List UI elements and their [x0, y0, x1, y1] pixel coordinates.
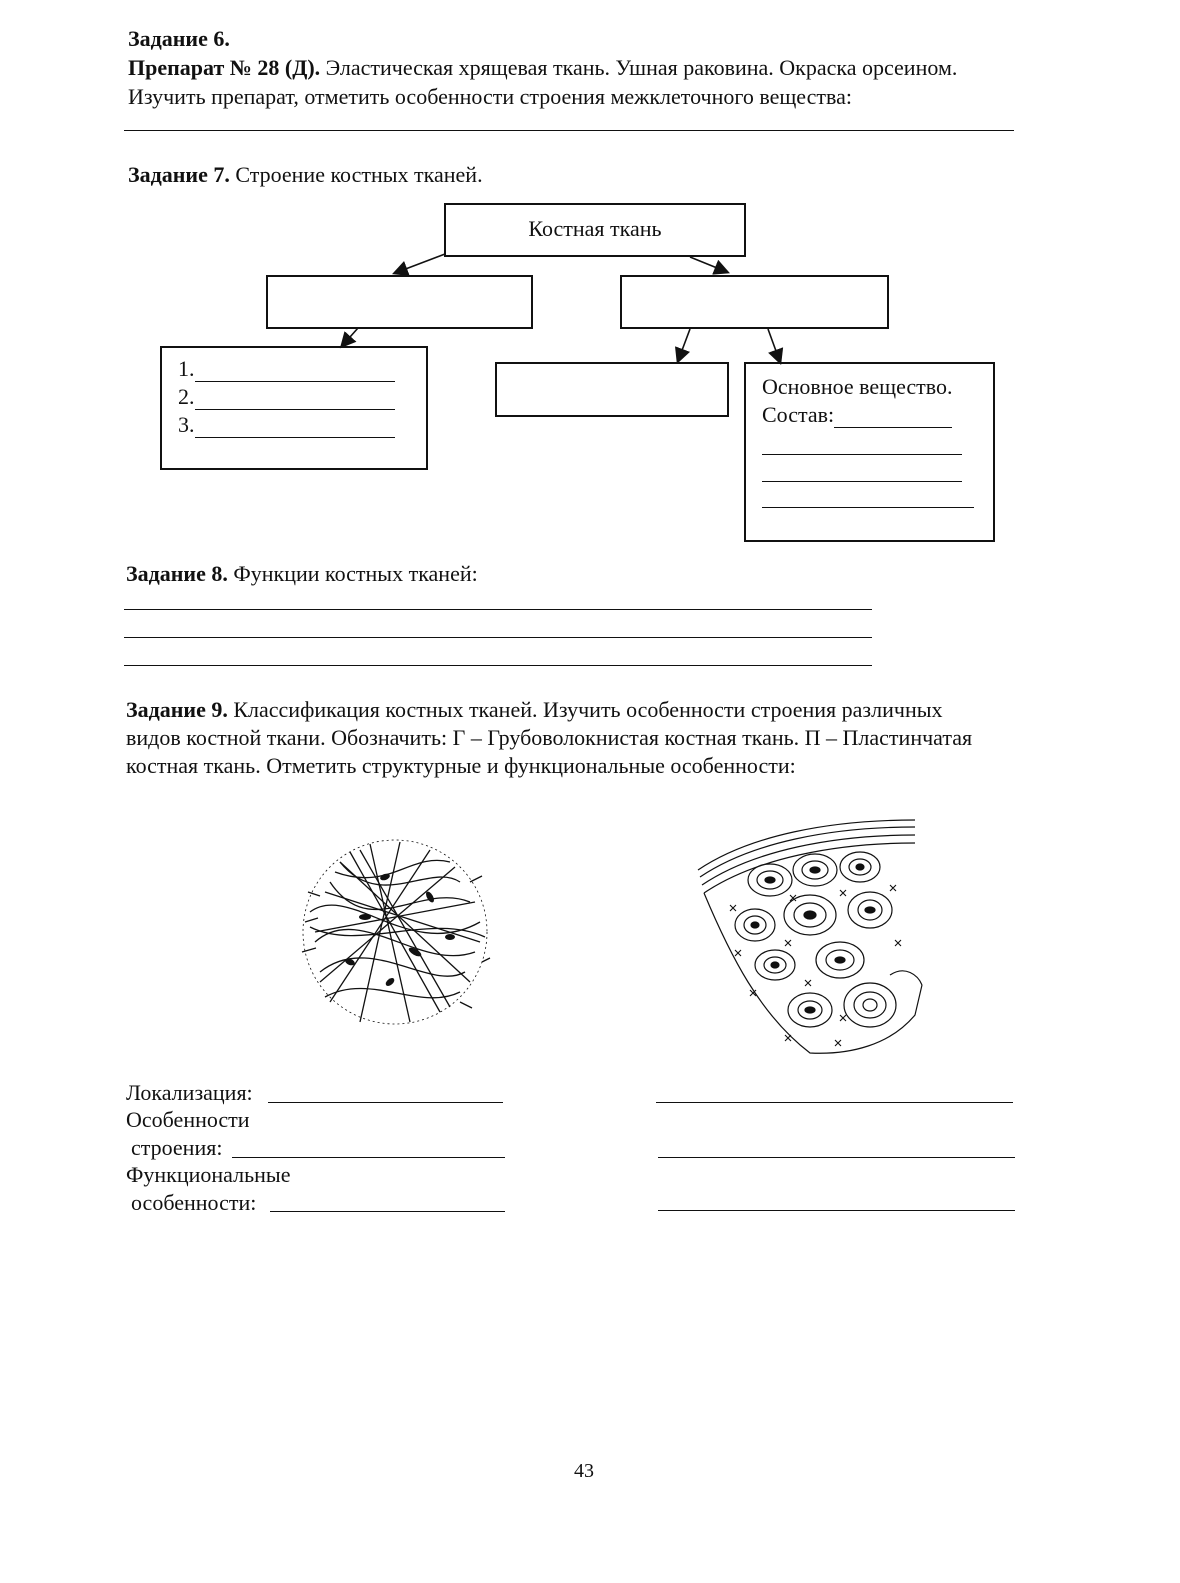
box-bone-tissue-label: Костная ткань	[528, 216, 662, 241]
box-ground-substance	[744, 362, 995, 542]
task8-answer-line-1[interactable]	[124, 609, 872, 610]
features-answer-g[interactable]	[232, 1157, 505, 1158]
composition-line-4[interactable]	[762, 507, 974, 508]
functional-label-2: особенности:	[131, 1190, 257, 1215]
task7-text: Строение костных тканей.	[235, 162, 483, 187]
functional-label-1: Функциональные	[126, 1162, 291, 1187]
task8-answer-line-3[interactable]	[124, 665, 872, 666]
task9-text-1: Классификация костных тканей. Изучить особенности строения различных	[233, 697, 943, 722]
box-left-type[interactable]	[266, 275, 533, 329]
task8-text: Функции костных тканей:	[233, 561, 478, 586]
list-item-2: 2.	[178, 384, 395, 410]
task9-label: Задание 9.	[126, 697, 228, 722]
task8-title	[126, 561, 478, 587]
list-blank-1[interactable]	[195, 361, 395, 382]
list-item-1: 1.	[178, 356, 395, 382]
task9-line2: видов костной ткани. Обозначить: Г – Грубоволокнистая костная ткань. П – Пластинчатая	[126, 725, 973, 750]
box-middle[interactable]	[495, 362, 729, 417]
arrow-root-right	[690, 257, 727, 272]
list-blank-3[interactable]	[195, 417, 395, 438]
arrow-left-list	[342, 328, 358, 346]
task7-label: Задание 7.	[128, 162, 230, 187]
composition-line	[762, 402, 952, 428]
task6-instruction: Изучить препарат, отметить особенности строения межклеточного вещества:	[128, 84, 852, 109]
ground-substance-label: Основное вещество.	[762, 374, 953, 399]
page-number: 43	[574, 1460, 594, 1482]
localization-label: Локализация:	[126, 1080, 253, 1105]
task9-line1	[126, 697, 943, 723]
lamellar-bone-illustration	[690, 815, 930, 1060]
box-right-type[interactable]	[620, 275, 889, 329]
features-label-1: Особенности	[126, 1107, 250, 1132]
box-bone-tissue	[444, 203, 746, 257]
diagram-connectors	[0, 0, 1180, 560]
task8-label: Задание 8.	[126, 561, 228, 586]
arrow-right-substance	[768, 329, 780, 362]
composition-blank[interactable]	[834, 407, 952, 428]
composition-line-2[interactable]	[762, 454, 962, 455]
task6-prep-label: Препарат № 28 (Д).	[128, 55, 321, 80]
localization-answer-p[interactable]	[656, 1102, 1013, 1103]
functional-answer-g[interactable]	[270, 1211, 505, 1212]
task6-heading: Задание 6.	[128, 26, 230, 51]
task9-line3: костная ткань. Отметить структурные и функциональные особенности:	[126, 753, 796, 778]
list-blank-2[interactable]	[195, 389, 395, 410]
list-item-3: 3.	[178, 412, 395, 438]
arrow-root-left	[395, 254, 445, 273]
box-left-list	[160, 346, 428, 470]
arrow-right-mid	[678, 329, 690, 361]
coarse-fibered-bone-illustration	[290, 822, 500, 1042]
localization-answer-g[interactable]	[268, 1102, 503, 1103]
composition-label: Состав:	[762, 402, 835, 427]
task6-prep-text: Эластическая хрящевая ткань. Ушная раковина. Окраска орсеином.	[325, 55, 958, 80]
features-label-2: строения:	[131, 1135, 223, 1160]
composition-line-3[interactable]	[762, 481, 962, 482]
task8-answer-line-2[interactable]	[124, 637, 872, 638]
features-answer-p[interactable]	[658, 1157, 1015, 1158]
functional-answer-p[interactable]	[658, 1210, 1015, 1211]
